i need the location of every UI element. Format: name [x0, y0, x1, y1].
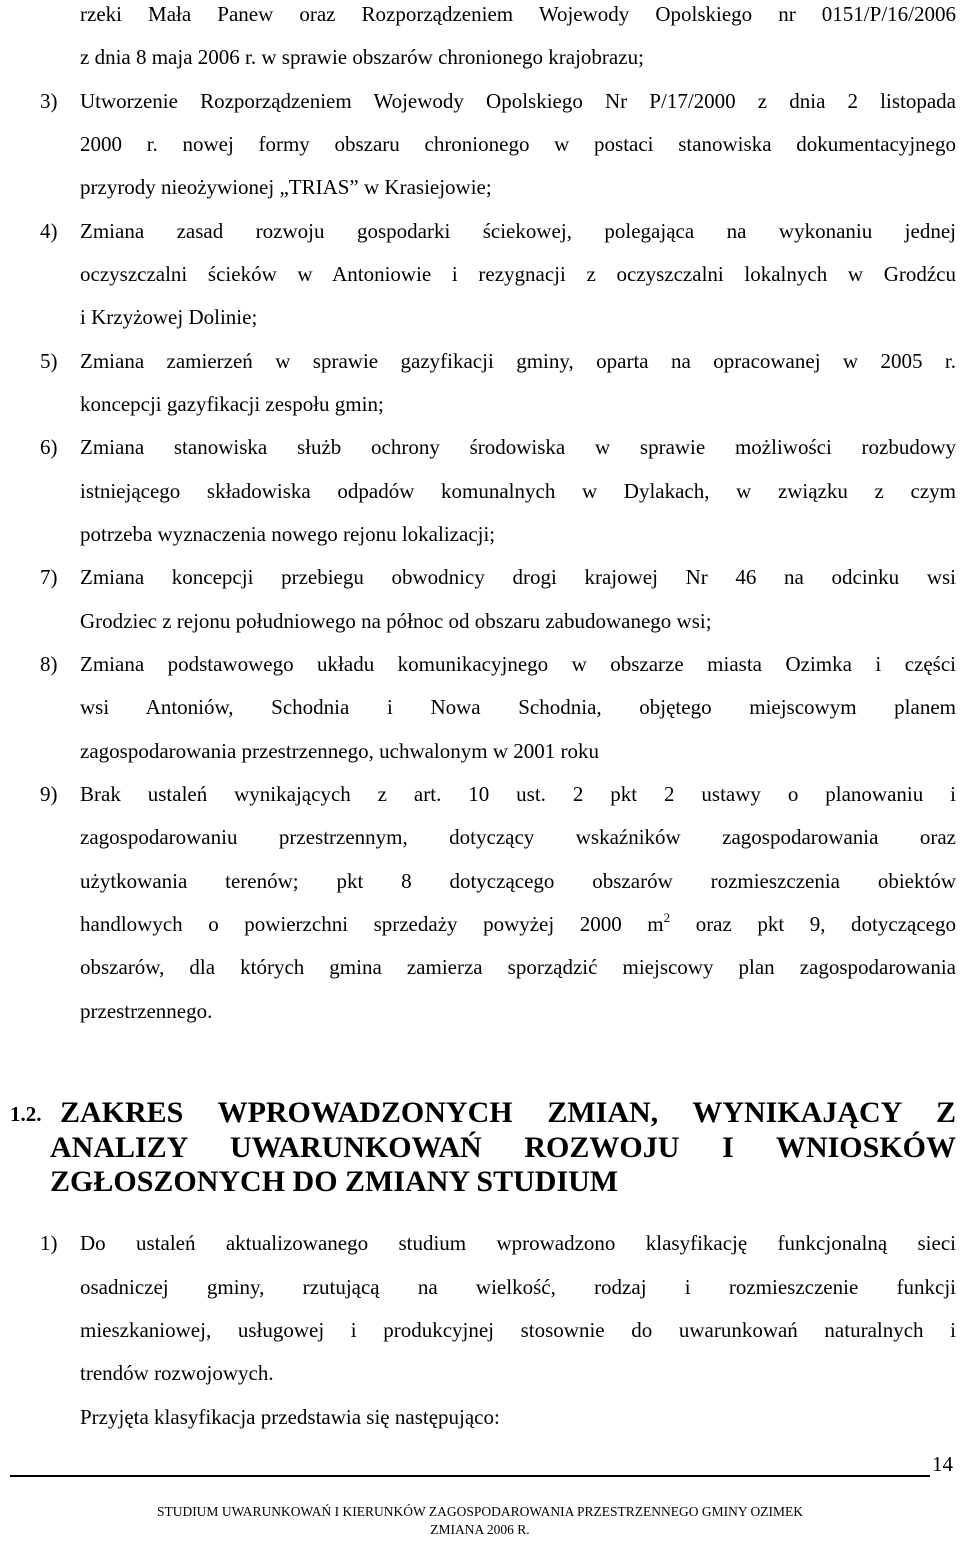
list-item-line: zagospodarowaniu przestrzennym, dotyczący wskaźników zagospodarowania oraz: [80, 825, 956, 849]
list-item-line: Brak ustaleń wynikających z art. 10 ust. 2 pkt 2 ustawy o planowaniu i: [80, 782, 956, 806]
list-item-text: oraz pkt 9, dotyczącego: [670, 912, 956, 936]
list-number: 7): [40, 565, 58, 589]
section-title-line: ANALIZY UWARUNKOWAŃ ROZWOJU I WNIOSKÓW: [50, 1131, 956, 1164]
list-item-line: istniejącego składowiska odpadów komunalnych w Dylakach, w związku z czym: [80, 479, 956, 503]
footer-title: STUDIUM UWARUNKOWAŃ I KIERUNKÓW ZAGOSPODAROWANIA PRZESTRZENNEGO GMINY OZIMEK: [156, 1504, 804, 1519]
list-item-line: obszarów, dla których gmina zamierza sporządzić miejscowy plan zagospodarowania: [80, 955, 956, 979]
list-item-line: Grodziec z rejonu południowego na północ od obszaru zabudowanego wsi;: [80, 609, 712, 633]
list-item-text: handlowych o powierzchni sprzedaży powyżej 2000 m: [80, 912, 664, 936]
list-item-line: trendów rozwojowych.: [80, 1361, 274, 1385]
list-item-line: Do ustaleń aktualizowanego studium wprowadzono klasyfikację funkcjonalną sieci: [80, 1231, 956, 1255]
list-item-line: Zmiana koncepcji przebiegu obwodnicy drogi krajowej Nr 46 na odcinku wsi: [80, 565, 956, 589]
closing-line: Przyjęta klasyfikacja przedstawia się następująco:: [80, 1405, 500, 1429]
list-item-line: [80, 910, 956, 938]
list-number: 6): [40, 435, 58, 459]
list-item-line: Zmiana zamierzeń w sprawie gazyfikacji gminy, oparta na opracowanej w 2005 r.: [80, 349, 956, 373]
list-item-line: oczyszczalni ścieków w Antoniowie i rezygnacji z oczyszczalni lokalnych w Grodźcu: [80, 262, 956, 286]
footer-divider: [10, 1475, 930, 1477]
list-number: 1): [40, 1231, 58, 1255]
section-title-line: ZGŁOSZONYCH DO ZMIANY STUDIUM: [50, 1165, 619, 1198]
list-item-line: Zmiana stanowiska służb ochrony środowiska w sprawie możliwości rozbudowy: [80, 435, 956, 459]
page-number: 14: [932, 1452, 953, 1476]
list-item-line: mieszkaniowej, usługowej i produkcyjnej stosownie do uwarunkowań naturalnych i: [80, 1318, 956, 1342]
list-item-line: 2000 r. nowej formy obszaru chronionego w postaci stanowiska dokumentacyjnego: [80, 132, 956, 156]
list-item-line: osadniczej gminy, rzutującą na wielkość, rodzaj i rozmieszczenie funkcji: [80, 1275, 956, 1299]
list-item-line: Zmiana podstawowego układu komunikacyjnego w obszarze miasta Ozimka i części: [80, 652, 956, 676]
superscript: 2: [663, 910, 671, 925]
section-title-line: ZAKRES WPROWADZONYCH ZMIAN, WYNIKAJĄCY Z: [60, 1096, 956, 1129]
continuation-line-2: z dnia 8 maja 2006 r. w sprawie obszarów chronionego krajobrazu;: [80, 45, 644, 69]
list-item-line: koncepcji gazyfikacji zespołu gmin;: [80, 392, 384, 416]
list-item-line: przestrzennego.: [80, 999, 213, 1023]
list-item-line: przyrody nieożywionej „TRIAS” w Krasiejowie;: [80, 175, 492, 199]
list-number: 9): [40, 782, 58, 806]
list-item-line: potrzeba wyznaczenia nowego rejonu lokalizacji;: [80, 522, 496, 546]
list-item-line: zagospodarowania przestrzennego, uchwalonym w 2001 roku: [80, 739, 600, 763]
list-item-line: wsi Antoniów, Schodnia i Nowa Schodnia, objętego miejscowym planem: [80, 695, 956, 719]
list-number: 8): [40, 652, 58, 676]
section-number: 1.2.: [10, 1102, 42, 1126]
continuation-line-1: rzeki Mała Panew oraz Rozporządzeniem Wojewody Opolskiego nr 0151/P/16/2006: [80, 2, 956, 26]
list-item-line: i Krzyżowej Dolinie;: [80, 305, 258, 329]
list-item-line: Zmiana zasad rozwoju gospodarki ściekowej, polegająca na wykonaniu jednej: [80, 219, 956, 243]
list-number: 4): [40, 219, 58, 243]
list-item-line: użytkowania terenów; pkt 8 dotyczącego obszarów rozmieszczenia obiektów: [80, 869, 956, 893]
list-item-line: Utworzenie Rozporządzeniem Wojewody Opolskiego Nr P/17/2000 z dnia 2 listopada: [80, 89, 956, 113]
footer-subtitle: ZMIANA 2006 R.: [430, 1522, 530, 1537]
list-number: 3): [40, 89, 58, 113]
list-number: 5): [40, 349, 58, 373]
